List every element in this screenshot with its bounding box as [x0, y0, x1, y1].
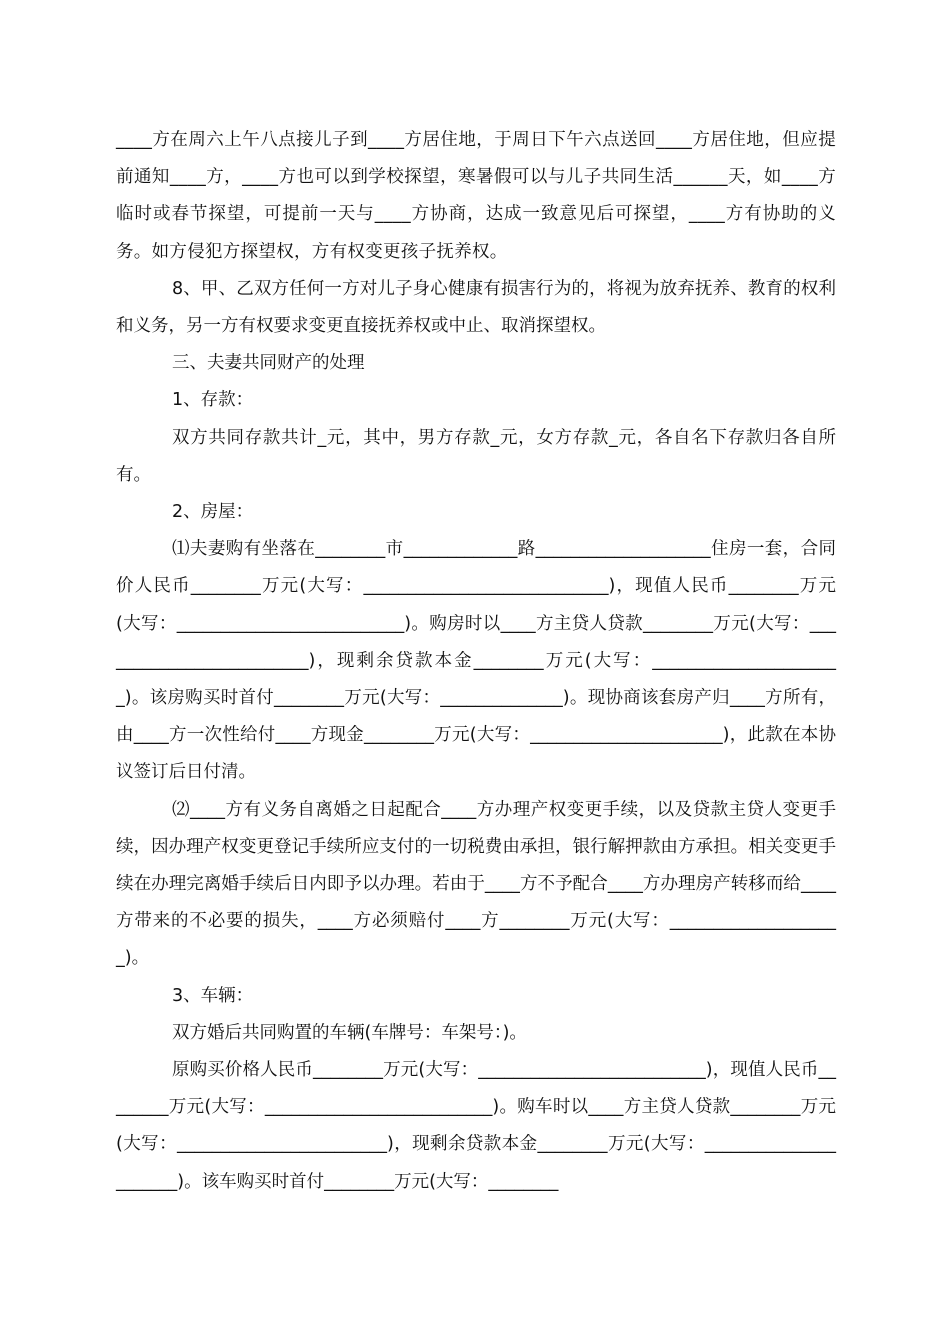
- paragraph-vehicle-info: 双方婚后共同购置的车辆(车牌号：车架号：)。: [172, 1022, 527, 1043]
- paragraph-housing-2: ⑵____方有义务自离婚之日起配合____方办理产权变更手续，以及贷款主贷人变更手续，因办理产权变更登记手续所应支付的一切税费由承担，银行解押款由方承担。相关变更手续在办理完离婚手续后日内即予以办理。若由于____方不予配合____方办理房产转移而给____方带来的不必要的损失，____方必须赔付____方________万元(大写：____________________)。: [116, 799, 836, 969]
- subheading-vehicles: 3、车辆：: [172, 985, 254, 1006]
- paragraph-clause-8: 8、甲、乙双方任何一方对儿子身心健康有损害行为的，将视为放弃抚养、教育的权利和义务，另一方有权要求变更直接抚养权或中止、取消探望权。: [116, 278, 836, 337]
- section-heading-joint-property: 三、夫妻共同财产的处理: [172, 353, 365, 374]
- paragraph-vehicle-price: 原购买价格人民币________万元(大写：__________________________)，现值人民币________万元(大写：__________________________)。购车时以____方主贷人贷款________万元(大写：________________________)，现剩余贷款本金________万元(大写：______________________)。该车购买时首付________万元(大写：________: [116, 1060, 836, 1192]
- subheading-housing: 2、房屋：: [172, 502, 254, 523]
- paragraph-visitation-schedule: ____方在周六上午八点接儿子到____方居住地，于周日下午六点送回____方居住地，但应提前通知____方，____方也可以到学校探望，寒暑假可以与儿子共同生活______天，如____方临时或春节探望，可提前一天与____方协商，达成一致意见后可探望，____方有协助的义务。如方侵犯方探望权，方有权变更孩子抚养权。: [116, 130, 836, 262]
- paragraph-housing-1: ⑴夫妻购有坐落在________市_____________路____________________住房一套，合同价人民币________万元(大写：____________________________)，现值人民币________万元(大写：__________________________)。购房时以____方主贷人贷款________万元(大写：_________________________)，现剩余贷款本金________万元(大写：______________________)。该房购买时首付________万元(大写：______________)。现协商该套房产归____方所有，由____方一次性给付____方现金________万元(大写：______________________)，此款在本协议签订后日付清。: [116, 539, 836, 783]
- subheading-deposits: 1、存款：: [172, 390, 254, 411]
- paragraph-deposits: 双方共同存款共计_元，其中，男方存款_元，女方存款_元，各自名下存款归各自所有。: [116, 427, 836, 485]
- document-page: [116, 122, 836, 1201]
